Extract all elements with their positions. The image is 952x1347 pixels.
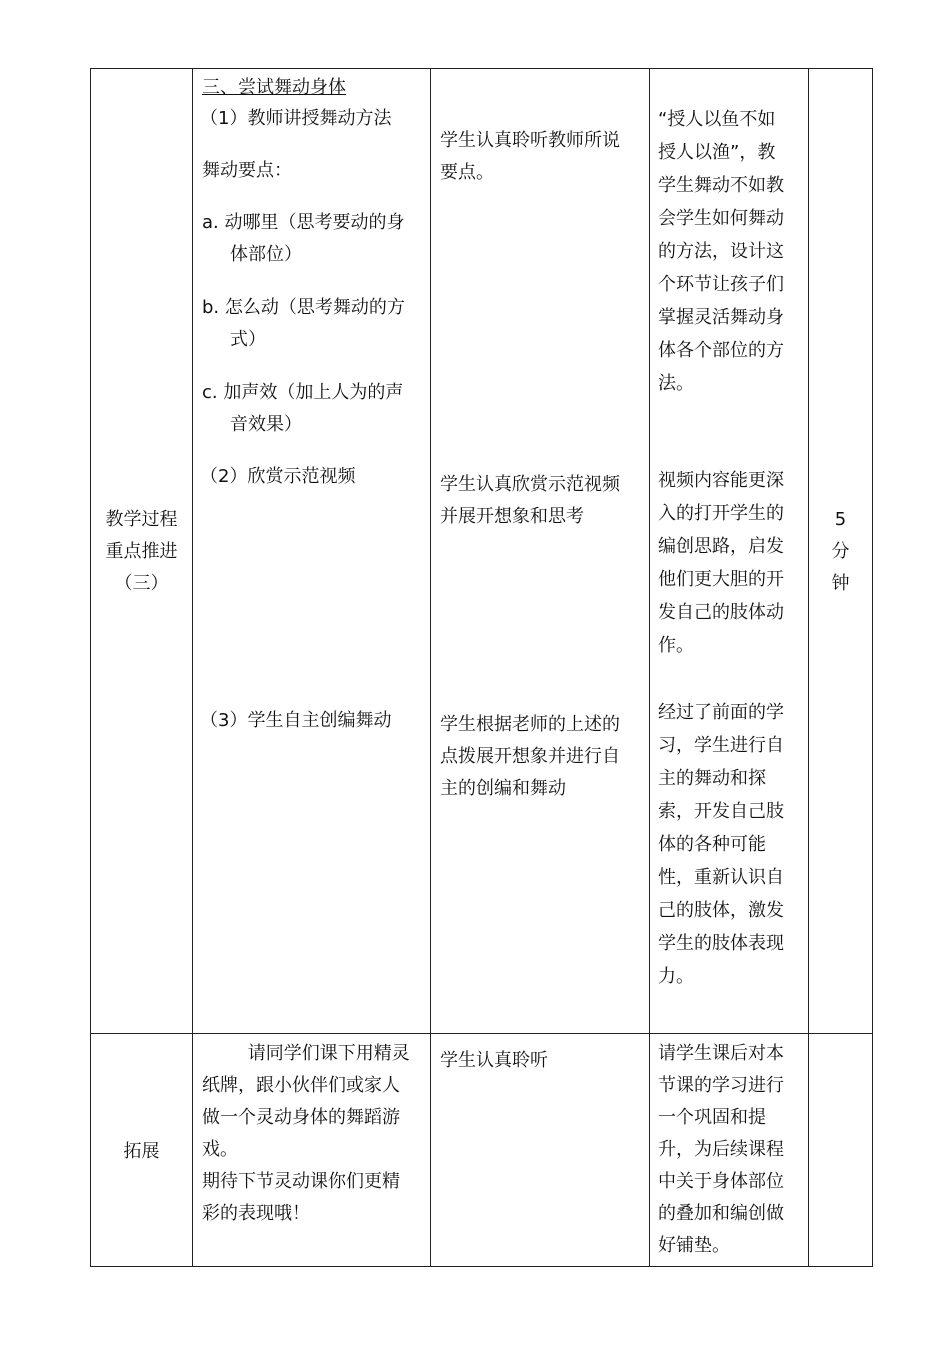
design-intent-3: 经过了前面的学 bbox=[658, 702, 784, 723]
extension-intent: 节课的学习进行 bbox=[658, 1075, 784, 1096]
extension-content: 彩的表现哦！ bbox=[202, 1203, 310, 1224]
student-activity-3: 主的创编和舞动 bbox=[440, 778, 566, 799]
time-label: 钟 bbox=[831, 573, 850, 594]
stage-label-extension: 拓展 bbox=[123, 1141, 160, 1162]
extension-intent: 中关于身体部位 bbox=[658, 1171, 784, 1192]
design-intent-1: 体各个部位的方 bbox=[658, 340, 784, 361]
design-intent-1: 法。 bbox=[658, 373, 694, 394]
point-c: c. 加声效（加上人为的声 bbox=[202, 382, 404, 403]
extension-content: 戏。 bbox=[202, 1139, 238, 1160]
design-intent-3: 性，重新认识自 bbox=[658, 867, 784, 888]
extension-content: 纸牌，跟小伙伴们或家人 bbox=[202, 1075, 400, 1096]
table-col-divider bbox=[808, 68, 809, 1267]
design-intent-3: 索，开发自己肢 bbox=[658, 801, 784, 822]
extension-intent: 的叠加和编创做 bbox=[658, 1203, 784, 1224]
extension-intent: 请学生课后对本 bbox=[658, 1043, 784, 1064]
design-intent-1: 掌握灵活舞动身 bbox=[658, 307, 784, 328]
extension-intent: 升，为后续课程 bbox=[658, 1139, 784, 1160]
point-b: 式） bbox=[230, 329, 266, 350]
table-border-left bbox=[90, 68, 91, 1267]
extension-content: 期待下节灵动课你们更精 bbox=[202, 1171, 400, 1192]
table-border-top bbox=[90, 68, 873, 69]
design-intent-3: 己的肢体，激发 bbox=[658, 900, 784, 921]
design-intent-1: 学生舞动不如教 bbox=[658, 175, 784, 196]
table-col-divider bbox=[192, 68, 193, 1267]
table-row-divider bbox=[90, 1033, 873, 1034]
time-label: 分 bbox=[831, 541, 850, 562]
student-activity-1: 学生认真聆听教师所说 bbox=[440, 130, 620, 151]
design-intent-2: 视频内容能更深 bbox=[658, 470, 784, 491]
stage-label: （三） bbox=[114, 573, 169, 594]
student-activity-1: 要点。 bbox=[440, 162, 494, 183]
design-intent-2: 入的打开学生的 bbox=[658, 503, 784, 524]
design-intent-1: 个环节让孩子们 bbox=[658, 274, 784, 295]
points-title: 舞动要点： bbox=[202, 160, 292, 181]
extension-content: 请同学们课下用精灵 bbox=[202, 1043, 410, 1064]
point-c: 音效果） bbox=[230, 414, 302, 435]
student-activity-3: 点拨展开想象并进行自 bbox=[440, 746, 620, 767]
time-label: 5 bbox=[834, 509, 847, 530]
design-intent-1: 授人以渔”，教 bbox=[658, 142, 776, 163]
design-intent-2: 编创思路，启发 bbox=[658, 536, 784, 557]
design-intent-3: 力。 bbox=[658, 966, 694, 987]
extension-intent: 好铺垫。 bbox=[658, 1235, 730, 1256]
extension-content: 做一个灵动身体的舞蹈游 bbox=[202, 1107, 400, 1128]
design-intent-3: 习，学生进行自 bbox=[658, 735, 784, 756]
table-border-right bbox=[872, 68, 873, 1267]
design-intent-1: 会学生如何舞动 bbox=[658, 208, 784, 229]
design-intent-2: 发自己的肢体动 bbox=[658, 602, 784, 623]
design-intent-2: 他们更大胆的开 bbox=[658, 569, 784, 590]
point-b: b. 怎么动（思考舞动的方 bbox=[202, 297, 405, 318]
design-intent-3: 主的舞动和探 bbox=[658, 768, 766, 789]
point-a: a. 动哪里（思考要动的身 bbox=[202, 212, 405, 233]
step-2: （2）欣赏示范视频 bbox=[200, 466, 356, 487]
design-intent-1: 的方法，设计这 bbox=[658, 241, 784, 262]
design-intent-2: 作。 bbox=[658, 635, 694, 656]
table-border-bottom bbox=[90, 1266, 873, 1267]
step-3: （3）学生自主创编舞动 bbox=[200, 710, 392, 731]
student-activity-3: 学生根据老师的上述的 bbox=[440, 714, 620, 735]
stage-label: 教学过程 bbox=[105, 509, 178, 530]
extension-intent: 一个巩固和提 bbox=[658, 1107, 766, 1128]
table-col-divider bbox=[649, 68, 650, 1267]
design-intent-1: “授人以鱼不如 bbox=[658, 109, 776, 130]
student-activity-2: 学生认真欣赏示范视频 bbox=[440, 474, 620, 495]
table-col-divider bbox=[430, 68, 431, 1267]
section-heading: 三、尝试舞动身体 bbox=[202, 77, 346, 98]
student-activity-2: 并展开想象和思考 bbox=[440, 506, 584, 527]
design-intent-3: 学生的肢体表现 bbox=[658, 933, 784, 954]
design-intent-3: 体的各种可能 bbox=[658, 834, 766, 855]
extension-student-activity: 学生认真聆听 bbox=[440, 1050, 548, 1071]
point-a: 体部位） bbox=[230, 244, 302, 265]
stage-label: 重点推进 bbox=[105, 541, 178, 562]
step-1: （1）教师讲授舞动方法 bbox=[200, 108, 392, 129]
